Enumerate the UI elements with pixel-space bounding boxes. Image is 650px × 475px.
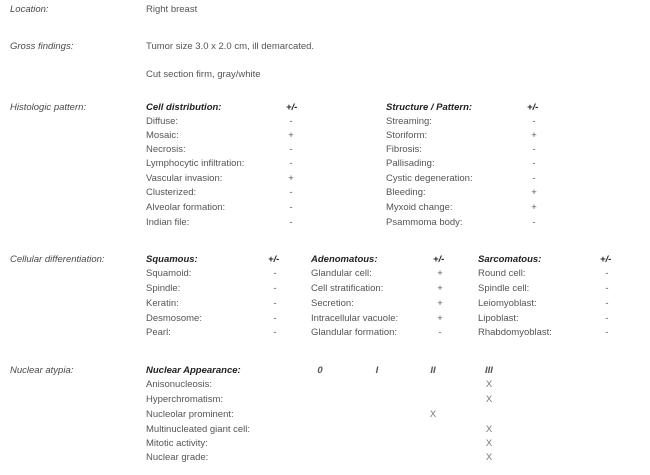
list-item: Mitotic activity: — [146, 438, 208, 449]
list-item-mark: - — [438, 327, 442, 338]
list-item: Fibrosis: — [386, 144, 422, 155]
list-item: Hyperchromatism: — [146, 394, 224, 405]
list-item-mark: + — [531, 187, 537, 198]
list-item-mark: - — [289, 202, 293, 213]
list-item: Spindle: — [146, 283, 181, 294]
list-item-mark: - — [532, 173, 536, 184]
list-item: Multinucleated giant cell: — [146, 424, 251, 435]
list-item: Indian file: — [146, 217, 190, 228]
adenomatous-pm-header: +/- — [433, 254, 445, 265]
list-item-mark: - — [532, 158, 536, 169]
nuclear-atypia-label: Nuclear atypia: — [10, 365, 74, 376]
nuclear-appearance-header: Nuclear Appearance: — [146, 365, 241, 376]
list-item-mark: - — [289, 187, 293, 198]
list-item-mark: + — [437, 268, 443, 279]
list-item-mark: - — [532, 116, 536, 127]
list-item-mark: - — [289, 217, 293, 228]
list-item: Squamoid: — [146, 268, 192, 279]
sarcomatous-pm-header: +/- — [600, 254, 612, 265]
list-item: Lymphocytic infiltration: — [146, 158, 245, 169]
adenomatous-header: Adenomatous: — [311, 254, 378, 265]
grade-mark: X — [485, 379, 493, 390]
grade-3-header: III — [485, 365, 493, 376]
grade-mark: X — [485, 438, 493, 449]
list-item: Keratin: — [146, 298, 179, 309]
list-item-mark: - — [289, 116, 293, 127]
list-item-mark: - — [273, 327, 277, 338]
location-label: Location: — [10, 4, 49, 15]
location-value: Right breast — [146, 4, 198, 15]
list-item: Nuclear grade: — [146, 452, 209, 463]
list-item: Clusterized: — [146, 187, 197, 198]
list-item-mark: - — [273, 313, 277, 324]
list-item: Leiomyoblast: — [478, 298, 537, 309]
list-item: Glandular formation: — [311, 327, 398, 338]
histologic-pattern-label: Histologic pattern: — [10, 102, 87, 113]
list-item-mark: + — [437, 298, 443, 309]
list-item-mark: - — [273, 298, 277, 309]
list-item-mark: - — [273, 283, 277, 294]
list-item: Anisonucleosis: — [146, 379, 213, 390]
grade-0-header: 0 — [317, 365, 323, 376]
list-item: Secretion: — [311, 298, 354, 309]
list-item: Pallisading: — [386, 158, 435, 169]
list-item: Storiform: — [386, 130, 428, 141]
list-item-mark: + — [437, 313, 443, 324]
list-item: Bleeding: — [386, 187, 426, 198]
grade-1-header: I — [375, 365, 379, 376]
cell-distribution-pm-header: +/- — [286, 102, 298, 113]
list-item-mark: - — [273, 268, 277, 279]
grade-mark: X — [485, 452, 493, 463]
list-item-mark: - — [605, 283, 609, 294]
list-item: Cell stratification: — [311, 283, 384, 294]
list-item-mark: - — [289, 144, 293, 155]
list-item-mark: + — [288, 173, 294, 184]
squamous-header: Squamous: — [146, 254, 198, 265]
list-item: Alveolar formation: — [146, 202, 226, 213]
structure-pattern-header: Structure / Pattern: — [386, 102, 473, 113]
cell-distribution-header: Cell distribution: — [146, 102, 222, 113]
list-item: Vascular invasion: — [146, 173, 223, 184]
grade-2-header: II — [430, 365, 436, 376]
gross-findings-label: Gross findings: — [10, 41, 74, 52]
list-item-mark: - — [605, 298, 609, 309]
list-item: Pearl: — [146, 327, 171, 338]
list-item: Psammoma body: — [386, 217, 463, 228]
list-item-mark: - — [605, 313, 609, 324]
list-item-mark: - — [532, 144, 536, 155]
grade-mark: X — [429, 409, 437, 420]
list-item: Myxoid change: — [386, 202, 453, 213]
list-item-mark: - — [605, 268, 609, 279]
list-item: Glandular cell: — [311, 268, 372, 279]
list-item-mark: + — [531, 202, 537, 213]
list-item-mark: - — [605, 327, 609, 338]
gross-findings-line1: Tumor size 3.0 x 2.0 cm, ill demarcated. — [146, 41, 315, 52]
gross-findings-line2: Cut section firm, gray/white — [146, 69, 261, 80]
list-item-mark: - — [532, 217, 536, 228]
list-item: Desmosome: — [146, 313, 202, 324]
list-item: Nucleolar prominent: — [146, 409, 234, 420]
list-item-mark: + — [437, 283, 443, 294]
list-item: Round cell: — [478, 268, 526, 279]
list-item: Streaming: — [386, 116, 432, 127]
list-item: Lipoblast: — [478, 313, 519, 324]
list-item-mark: + — [288, 130, 294, 141]
list-item-mark: - — [289, 158, 293, 169]
cellular-differentiation-label: Cellular differentiation: — [10, 254, 105, 265]
sarcomatous-header: Sarcomatous: — [478, 254, 542, 265]
list-item: Rhabdomyoblast: — [478, 327, 552, 338]
list-item: Intracellular vacuole: — [311, 313, 399, 324]
list-item: Necrosis: — [146, 144, 186, 155]
list-item: Cystic degeneration: — [386, 173, 473, 184]
structure-pattern-pm-header: +/- — [527, 102, 539, 113]
grade-mark: X — [485, 394, 493, 405]
list-item: Spindle cell: — [478, 283, 530, 294]
list-item-mark: + — [531, 130, 537, 141]
squamous-pm-header: +/- — [268, 254, 280, 265]
grade-mark: X — [485, 424, 493, 435]
list-item: Diffuse: — [146, 116, 179, 127]
list-item: Mosaic: — [146, 130, 179, 141]
